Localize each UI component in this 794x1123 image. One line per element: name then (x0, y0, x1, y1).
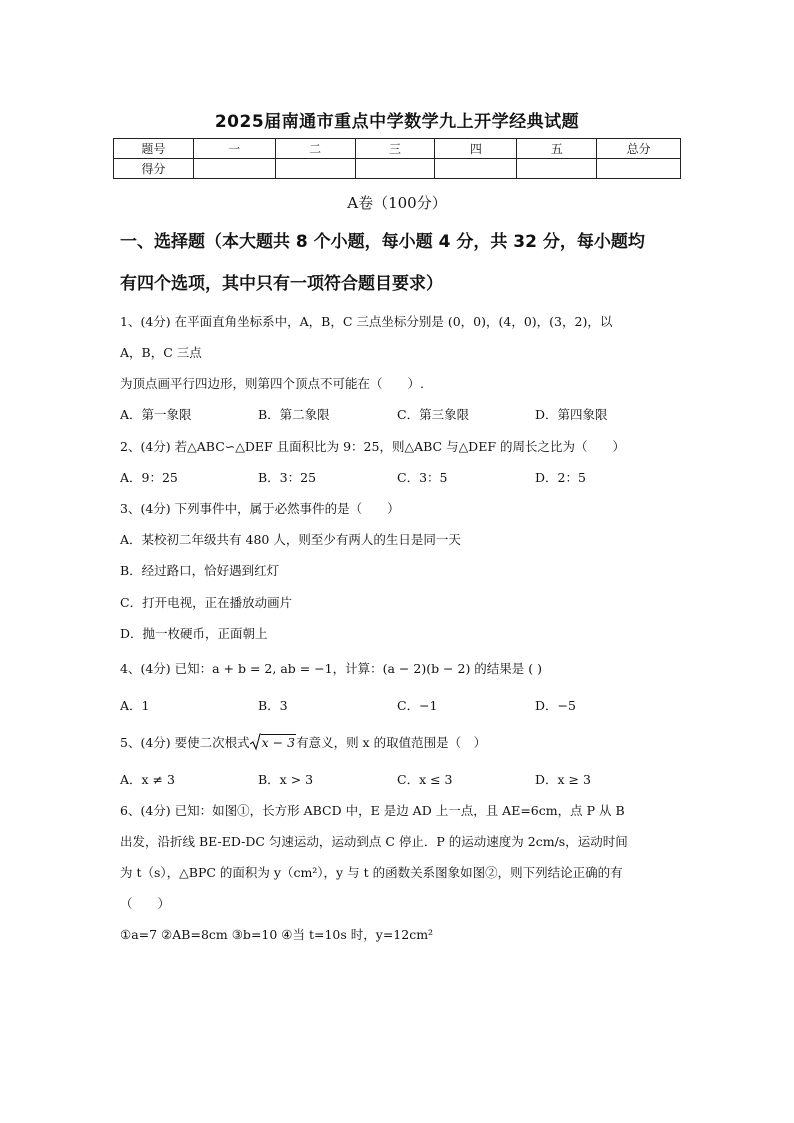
q6-statements: ①a=7 ②AB=8cm ③b=10 ④当 t=10s 时，y=12cm² (120, 927, 434, 942)
q1-option-c: C．第三象限 (397, 407, 470, 422)
q5-option-b: B．x > 3 (258, 772, 314, 787)
q5-option-d: D．x ≥ 3 (535, 772, 591, 787)
q1-stem-line2: A，B，C 三点 (120, 345, 202, 360)
exam-title: 2025届南通市重点中学数学九上开学经典试题 (214, 112, 580, 132)
q1-option-a: A．第一象限 (120, 407, 192, 422)
q5-stem-prefix: 5、(4分) 要使二次根式 (120, 735, 250, 750)
table-cell (597, 159, 681, 179)
table-cell: 总分 (597, 139, 681, 159)
q2-option-d: D．2：5 (535, 470, 586, 485)
q1-option-d: D．第四象限 (535, 407, 608, 422)
score-table (113, 138, 681, 179)
part1-heading-line1: 一、选择题（本大题共 8 个小题，每小题 4 分，共 32 分，每小题均 (120, 232, 645, 252)
score-table-header-row (114, 139, 681, 159)
q6-stem-line2: 出发，沿折线 BE-ED-DC 匀速运动，运动到点 C 停止．P 的运动速度为 2cm/s，运动时间 (120, 834, 628, 849)
q5-option-a: A．x ≠ 3 (120, 772, 175, 787)
q2-option-c: C．3：5 (397, 470, 448, 485)
q5-radicand: x − 3 (261, 735, 296, 750)
q3-option-d: D．抛一枚硬币，正面朝上 (120, 626, 268, 641)
q4-stem: 4、(4分) 已知：a + b = 2, ab = −1，计算：(a − 2)(b − 2) 的结果是 ( ) (120, 661, 543, 676)
table-cell (275, 159, 355, 179)
q3-option-b: B．经过路口，恰好遇到红灯 (120, 563, 280, 578)
table-cell: 三 (355, 139, 435, 159)
q1-stem-line1: 1、(4分) 在平面直角坐标系中，A，B，C 三点坐标分别是 (0，0)，(4，0)，(3，2)，以 (120, 314, 613, 329)
q1-stem-line3: 为顶点画平行四边形，则第四个顶点不可能在（ ）. (120, 376, 424, 391)
table-cell: 四 (435, 139, 517, 159)
q1-option-b: B．第二象限 (258, 407, 330, 422)
table-cell: 题号 (114, 139, 194, 159)
q6-stem-line4: （ ） (120, 896, 171, 911)
q2-option-a: A．9：25 (120, 470, 178, 485)
q6-stem-line3: 为 t（s），△BPC 的面积为 y（cm²），y 与 t 的函数关系图象如图②，则下列结论正确的有 (120, 865, 623, 880)
table-cell: 得分 (114, 159, 194, 179)
table-cell: 五 (517, 139, 597, 159)
q3-option-c: C．打开电视，正在播放动画片 (120, 595, 293, 610)
q4-option-b: B．3 (258, 698, 288, 713)
q4-option-c: C．−1 (397, 698, 438, 713)
table-cell: 二 (275, 139, 355, 159)
q5-stem-suffix: 有意义，则 x 的取值范围是（ ） (296, 735, 487, 750)
q2-option-b: B．3：25 (258, 470, 317, 485)
part1-heading-line2: 有四个选项，其中只有一项符合题目要求） (120, 274, 443, 294)
table-cell: 一 (193, 139, 275, 159)
table-cell (517, 159, 597, 179)
square-root-symbol (250, 733, 296, 752)
q4-option-a: A．1 (120, 698, 150, 713)
table-cell (193, 159, 275, 179)
q3-stem: 3、(4分) 下列事件中，属于必然事件的是（ ） (120, 501, 400, 516)
q4-option-d: D．−5 (535, 698, 576, 713)
table-cell (435, 159, 517, 179)
q2-stem: 2、(4分) 若△ABC∽△DEF 且面积比为 9：25，则△ABC 与△DEF 的周长之比为（ ） (120, 439, 625, 454)
q5-stem (120, 733, 486, 752)
table-cell (355, 159, 435, 179)
q5-option-c: C．x ≤ 3 (397, 772, 453, 787)
q3-option-a: A．某校初二年级共有 480 人，则至少有两人的生日是同一天 (120, 532, 461, 547)
section-a-heading: A卷（100分） (347, 194, 447, 212)
score-table-score-row (114, 159, 681, 179)
q6-stem-line1: 6、(4分) 已知：如图①，长方形 ABCD 中，E 是边 AD 上一点，且 AE=6cm，点 P 从 B (120, 803, 625, 818)
radical-sign-icon (250, 733, 261, 751)
